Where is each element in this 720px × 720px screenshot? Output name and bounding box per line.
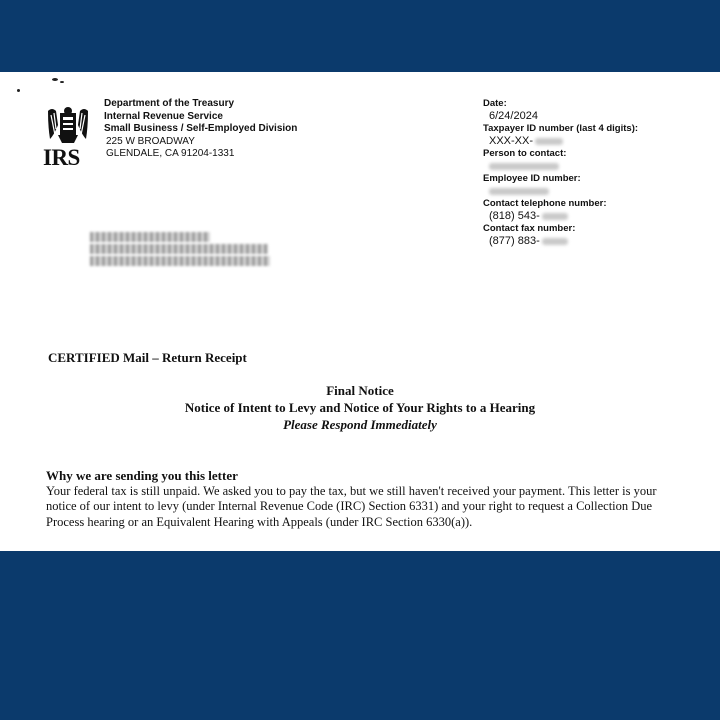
scan-speck [52,78,58,81]
taxpayer-id-value: XXX-XX- [489,135,534,147]
sender-block [104,98,297,161]
sender-agency: Department of the Treasury [104,98,235,109]
sender-city: GLENDALE, CA 91204-1331 [106,148,235,159]
recipient-address-redacted [90,232,270,268]
certified-mail-line: CERTIFIED Mail – Return Receipt [48,350,247,365]
fax-label: Contact fax number: [483,223,576,234]
irs-logo [43,105,95,171]
person-label: Person to contact: [483,148,567,159]
fax-row [483,235,638,248]
sender-division: Small Business / Self-Employed Division [104,123,298,134]
redaction [90,244,268,254]
date-label: Date: [483,98,507,109]
phone-value: (818) 543- [489,210,540,222]
date-value: 6/24/2024 [489,110,538,122]
fax-value: (877) 883- [489,235,540,247]
person-value-redacted [483,160,638,173]
irs-letter [0,72,720,551]
bottom-blue-band [0,551,720,720]
employee-id-label: Employee ID number: [483,173,581,184]
irs-logo-letters: IRS [43,145,80,170]
final-notice-title: Final Notice [326,383,394,398]
section-body: Your federal tax is still unpaid. We asked you to pay the tax, but we still haven't received your payment. This letter is your notice of our intent to levy (under Internal Revenue Code (IRC) Section 6331) and your right to request a Collection Due Process hearing or an Equivalent Hearing with Appeals (under IRC Section 6330(a)). [46,483,657,529]
contact-block [483,98,638,248]
taxpayer-id-row [483,135,638,148]
redaction [90,256,270,266]
phone-row [483,210,638,223]
redaction [489,163,559,170]
phone-label: Contact telephone number: [483,198,607,209]
top-blue-band [0,0,720,72]
scan-speck [60,81,64,83]
sender-service: Internal Revenue Service [104,110,223,122]
employee-id-value-redacted [483,185,638,198]
notice-subtitle: Notice of Intent to Levy and Notice of Your Rights to a Hearing [184,400,536,415]
redaction [90,232,210,242]
taxpayer-id-label: Taxpayer ID number (last 4 digits): [483,123,639,134]
why-section [46,468,686,530]
sender-street: 225 W BROADWAY [106,135,195,147]
section-heading: Why we are sending you this letter [46,468,238,483]
respond-immediately: Please Respond Immediately [283,417,437,432]
redaction [489,188,549,195]
redaction [535,138,563,145]
redaction [542,238,568,245]
notice-title-block [0,382,720,433]
redaction [542,213,568,220]
scan-speck [17,89,20,92]
eagle-icon [46,105,90,145]
